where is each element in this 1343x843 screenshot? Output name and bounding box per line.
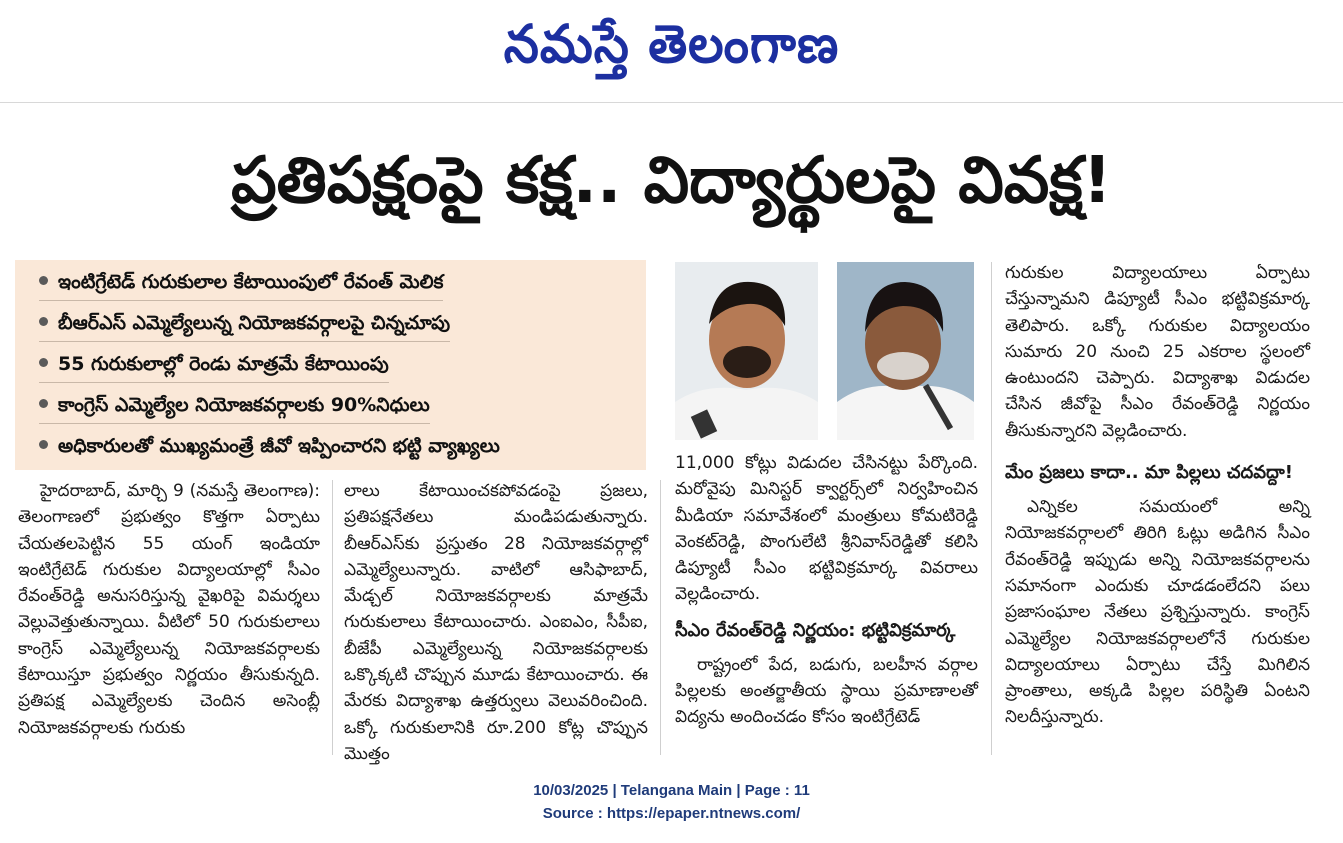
column-divider [991, 262, 992, 755]
highlight-item: బీఆర్ఎస్ ఎమ్మెల్యేలున్న నియోజకవర్గాలపై చిన్నచూపు [39, 305, 450, 342]
bullet-icon [39, 440, 48, 449]
highlight-item: కాంగ్రెస్ ఎమ్మెల్యేల నియోజకవర్గాలకు 90%నిధులు [39, 387, 430, 424]
column-divider [660, 480, 661, 755]
highlight-item: అధికారులతో ముఖ్యమంత్రే జీవో ఇప్పించారని భట్టి వ్యాఖ్యలు [39, 428, 500, 464]
article-paragraph: గురుకుల విద్యాలయాలు ఏర్పాటు చేస్తున్నామని డిప్యూటీ సీఎం భట్టివిక్రమార్క తెలిపారు. ఒక్కో గురుకుల విద్యాలయం సుమారు 20 నుంచి 25 ఎకరాల స్థలంలో ఉంటుందని చెప్పారు. విద్యాశాఖ విడుదల చేసిన జీవోపై సీఎం రేవంత్‌రెడ్డి నిర్ణయం తీసుకున్నారని వెల్లడించారు. [1005, 263, 1310, 441]
article-column-3 [675, 450, 978, 731]
highlight-item: 55 గురుకులాల్లో రెండు మాత్రమే కేటాయింపు [39, 346, 389, 383]
bullet-icon [39, 276, 48, 285]
headline: ప్రతిపక్షంపై కక్ష.. విద్యార్థులపై వివక్ష! [231, 144, 1112, 218]
highlights-box [15, 260, 646, 470]
portrait-image [675, 262, 818, 440]
article-column-2 [344, 478, 648, 767]
masthead-divider [0, 102, 1343, 103]
article-paragraph: ఎన్నికల సమయంలో అన్ని నియోజకవర్గాలలో తిరిగి ఓట్లు అడిగిన సీఎం రేవంత్‌రెడ్డి ఇప్పుడు అన్ని నియోజకవర్గాలను సమానంగా ఎందుకు చూడడంలేదని పలు ప్రజాసంఘాల నేతలు ప్రశ్నిస్తున్నారు. కాంగ్రెస్ ఎమ్మెల్యేల నియోజకవర్గాలలోనే గురుకుల విద్యాలయాలు ఏర్పాటు చేస్తే మిగిలిన ప్రాంతాలు, అక్కడి పిల్లల పరిస్థితి ఏంటని నిలదీస్తున్నారు. [1005, 497, 1310, 728]
article-paragraph: హైదరాబాద్, మార్చి 9 (నమస్తే తెలంగాణ): తెలంగాణలో ప్రభుత్వం కొత్తగా ఏర్పాటు చేయతలపెట్టిన 55 యంగ్ ఇండియా ఇంటిగ్రేటెడ్ గురుకుల విద్యాలయాల్లో సీఎం రేవంత్‌రెడ్డి అనుసరిస్తున్న వైఖరిపై విమర్శలు వెల్లువెత్తుతున్నాయి. వీటిలో 50 గురుకులాలు కాంగ్రెస్ ఎమ్మెల్యేలున్న నియోజకవర్గాలకు కేటాయిస్తూ ప్రభుత్వం నిర్ణయం తీసుకున్నది. ప్రతిపక్ష ఎమ్మెల్యేలకు చెందిన అసెంబ్లీ నియోజకవర్గాలకు గురుకు [18, 481, 320, 738]
article-paragraph: లాలు కేటాయించకపోవడంపై ప్రజలు, ప్రతిపక్షనేతలు మండిపడుతున్నారు. బీఆర్ఎస్‌కు ప్రస్తుతం 28 నియోజకవర్గాల్లో ఎమ్మెల్యేలున్నారు. వాటిలో ఆసిఫాబాద్, మేడ్చల్ నియోజకవర్గాలకు మాత్రమే గురుకులాలు కేటాయించారు. ఎంఐఎం, సీపీఐ, బీజేపీ ఎమ్మెల్యేలున్న నియోజకవర్గాలకు ఒక్కొక్కటి చొప్పున మూడు కేటాయించారు. ఈ మేరకు విద్యాశాఖ ఉత్తర్వులు వెలువరించింది. ఒక్కో గురుకులానికి రూ.200 కోట్ల చొప్పున మొత్తం [344, 481, 648, 764]
bullet-icon [39, 399, 48, 408]
footer-source-link[interactable]: Source : https://epaper.ntnews.com/ [542, 805, 801, 822]
article-subheading: మేం ప్రజలు కాదా.. మా పిల్లలు చదవద్దా! [1005, 462, 1293, 484]
masthead [0, 0, 1343, 103]
newspaper-logo-title: నమస్తే తెలంగాణ [503, 13, 840, 75]
article-subheading: సీఎం రేవంత్‌రెడ్డి నిర్ణయం: భట్టివిక్రమార్క [675, 619, 956, 641]
article-paragraph: రాష్ట్రంలో పేద, బడుగు, బలహీన వర్గాల పిల్లలకు అంతర్జాతీయ స్థాయి ప్రమాణాలతో విద్యను అందించడం కోసం ఇంటిగ్రేటెడ్ [675, 654, 978, 728]
column-divider [332, 480, 333, 755]
article-column-4 [1005, 260, 1310, 731]
photo-revanth-reddy [675, 262, 818, 440]
bullet-icon [39, 358, 48, 367]
portrait-image [837, 262, 974, 440]
highlight-item: ఇంటిగ్రేటెడ్ గురుకులాల కేటాయింపులో రేవంత్ మెలిక [39, 264, 443, 301]
article-column-1 [18, 478, 320, 741]
article-paragraph: 11,000 కోట్లు విడుదల చేసినట్టు పేర్కొంది. మరోవైపు మినిస్టర్ క్వార్టర్స్‌లో నిర్వహించిన మీడియా సమావేశంలో మంత్రులు కోమటిరెడ్డి వెంకట్‌రెడ్డి, పొంగులేటి శ్రీనివాస్‌రెడ్డితో కలిసి డిప్యూటీ సీఎం భట్టివిక్రమార్క వివరాలు వెల్లడించారు. [675, 453, 978, 605]
bullet-icon [39, 317, 48, 326]
photo-bhatti-vikramarka [837, 262, 974, 440]
footer-edition-info: 10/03/2025 | Telangana Main | Page : 11 [533, 782, 810, 799]
